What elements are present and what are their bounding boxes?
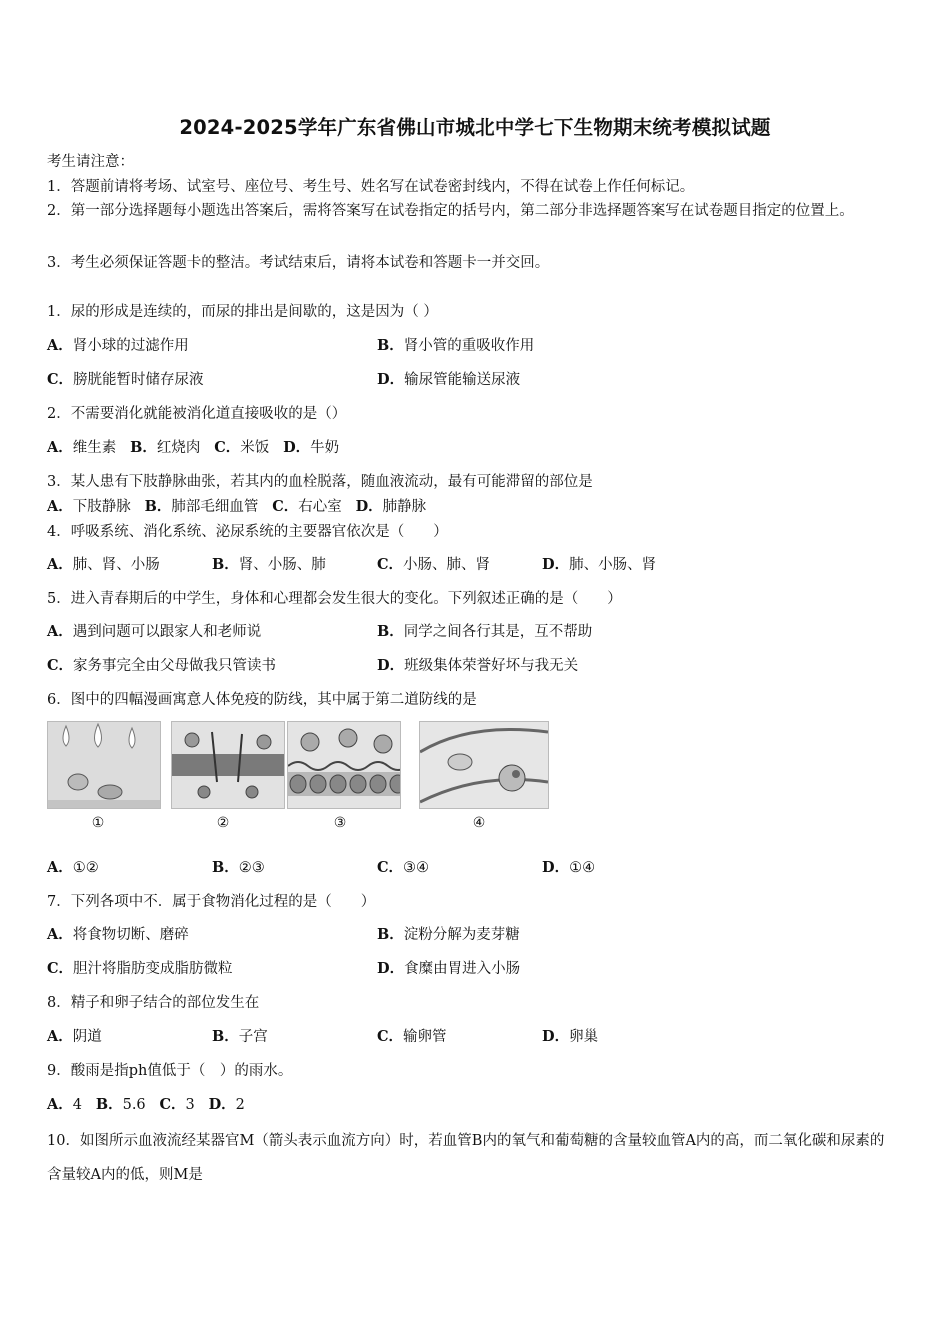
question-4-option-c: C．小肠、肺、肾 <box>377 556 491 573</box>
question-1-option-a: A．肾小球的过滤作用 <box>47 337 189 354</box>
question-1-option-d: D．输尿管能输送尿液 <box>377 371 521 388</box>
question-3-stem: 3．某人患有下肢静脉曲张，若其内的血栓脱落，随血液流动，最有可能滞留的部位是 <box>47 474 593 490</box>
question-5-option-b: B．同学之间各行其是，互不帮助 <box>377 623 593 640</box>
question-2-stem: 2．不需要消化就能被消化道直接吸收的是（） <box>47 406 347 422</box>
question-6-option-a: A．①② <box>47 859 99 876</box>
question-4-option-d: D．肺、小肠、肾 <box>542 556 657 573</box>
figure-panel-3 <box>287 721 401 809</box>
mucosa-cilia-illustration <box>288 722 401 808</box>
question-7-option-b: B．淀粉分解为麦芽糖 <box>377 926 520 943</box>
question-4-option-b: B．肾、小肠、肺 <box>212 556 326 573</box>
question-6-option-d: D．①④ <box>542 859 596 876</box>
question-10-stem: 10．如图所示血液流经某器官M（箭头表示血流方向）时，若血管B内的氧气和葡萄糖的含量较血管A内的高，而二氧化碳和尿素的含量较A内的低，则M是 <box>47 1133 885 1183</box>
raindrops-illustration <box>48 722 160 808</box>
page-title: 2024-2025学年广东省佛山市城北中学七下生物期末统考模拟试题 <box>179 116 771 139</box>
figure-label-2: ② <box>216 815 230 831</box>
question-6-option-b: B．②③ <box>212 859 265 876</box>
question-3-options: A．下肢静脉 B．肺部毛细血管 C．右心室 D．肺静脉 <box>47 498 427 515</box>
figure-panel-2 <box>171 721 285 809</box>
question-8-option-c: C．输卵管 <box>377 1028 447 1045</box>
question-1-option-b: B．肾小管的重吸收作用 <box>377 337 535 354</box>
notice-item-2: 2．第一部分选择题每小题选出答案后，需将答案写在试卷指定的括号内，第二部分非选择题答案写在试卷题目指定的位置上。 <box>47 203 854 219</box>
question-2-options: A．维生素 B．红烧肉 C．米饭 D．牛奶 <box>47 439 340 456</box>
question-5-option-a: A．遇到问题可以跟家人和老师说 <box>47 623 262 640</box>
question-8-stem: 8．精子和卵子结合的部位发生在 <box>47 995 260 1011</box>
question-1-option-c: C．膀胱能暂时储存尿液 <box>47 371 204 388</box>
question-5-option-c: C．家务事完全由父母做我只管读书 <box>47 657 277 674</box>
notice-item-1: 1．答题前请将考场、试室号、座位号、考生号、姓名写在试卷密封线内，不得在试卷上作任何标记。 <box>47 179 695 195</box>
figure-panel-1 <box>47 721 161 809</box>
question-4-option-a: A．肺、肾、小肠 <box>47 556 160 573</box>
skin-barrier-illustration <box>172 722 284 808</box>
question-6-option-c: C．③④ <box>377 859 430 876</box>
question-8-option-a: A．阴道 <box>47 1028 102 1045</box>
question-6-stem: 6．图中的四幅漫画寓意人体免疫的防线，其中属于第二道防线的是 <box>47 692 477 708</box>
notice-heading: 考生请注意： <box>47 154 134 170</box>
question-7-stem: 7．下列各项中不．属于食物消化过程的是（ ） <box>47 894 376 910</box>
question-5-option-d: D．班级集体荣誉好坏与我无关 <box>377 657 579 674</box>
question-8-option-d: D．卵巢 <box>542 1028 599 1045</box>
figure-label-1: ① <box>91 815 105 831</box>
question-7-option-c: C．胆汁将脂肪变成脂肪微粒 <box>47 960 233 977</box>
question-9-stem: 9．酸雨是指ph值低于（ ）的雨水。 <box>47 1063 293 1079</box>
question-7-option-d: D．食糜由胃进入小肠 <box>377 960 521 977</box>
figure-label-3: ③ <box>333 815 347 831</box>
question-7-option-a: A．将食物切断、磨碎 <box>47 926 189 943</box>
notice-item-3: 3．考生必须保证答题卡的整洁。考试结束后，请将本试卷和答题卡一并交回。 <box>47 255 550 271</box>
immune-defense-figure <box>47 721 557 836</box>
figure-label-4: ④ <box>472 815 486 831</box>
question-9-options: A．4 B．5.6 C．3 D．2 <box>47 1096 245 1113</box>
question-4-stem: 4．呼吸系统、消化系统、泌尿系统的主要器官依次是（ ） <box>47 524 448 540</box>
question-8-option-b: B．子宫 <box>212 1028 268 1045</box>
phagocyte-vessel-illustration <box>420 722 548 808</box>
question-1-stem: 1．尿的形成是连续的，而尿的排出是间歇的，这是因为（ ） <box>47 304 438 320</box>
figure-panel-4 <box>419 721 549 809</box>
question-5-stem: 5．进入青春期后的中学生，身体和心理都会发生很大的变化。下列叙述正确的是（ ） <box>47 591 622 607</box>
